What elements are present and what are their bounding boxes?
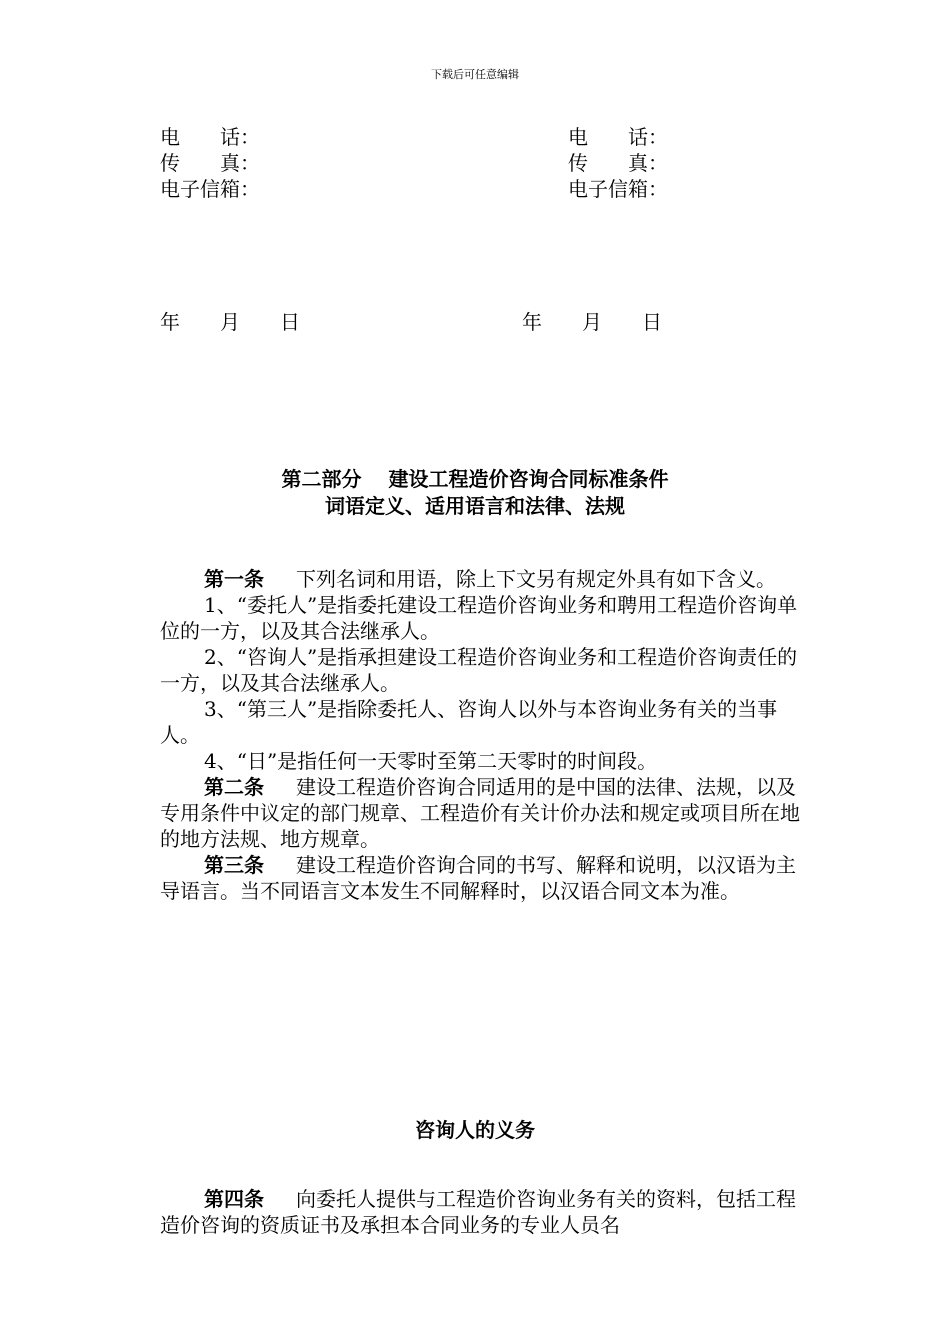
part-title: 第二部分 建设工程造价咨询合同标准条件 <box>281 467 669 491</box>
article-label: 第三条 <box>204 853 264 877</box>
article-label: 第一条 <box>204 567 264 591</box>
definition-item-4: 4、“日”是指任何一天零时至第二天零时的时间段。 <box>204 749 658 773</box>
contact-block-right <box>568 124 668 202</box>
article-text: 向委托人提供与工程造价咨询业务有关的资料，包括工程造价咨询的资质证书及承担本合同业务的专业人员名 <box>160 1187 796 1237</box>
article-label: 第四条 <box>204 1187 264 1211</box>
date-left: 年 月 日 <box>160 310 300 334</box>
article-1 <box>160 566 800 592</box>
email-label: 电子信箱： <box>568 177 668 201</box>
definition-item-3: 3、“第三人”是指除委托人、咨询人以外与本咨询业务有关的当事人。 <box>160 697 778 747</box>
definition-item-1: 1、“委托人”是指委托建设工程造价咨询业务和聘用工程造价咨询单位的一方，以及其合法继承人。 <box>160 593 798 643</box>
fax-label: 传 真： <box>568 151 668 175</box>
obligations-section <box>160 1186 800 1238</box>
date-right: 年 月 日 <box>522 310 662 334</box>
article-3 <box>160 852 800 904</box>
definitions-section <box>160 566 800 904</box>
article-label: 第二条 <box>204 775 264 799</box>
section-subtitle: 词语定义、适用语言和法律、法规 <box>325 494 625 518</box>
article-text: 建设工程造价咨询合同的书写、解释和说明，以汉语为主导语言。当不同语言文本发生不同解释时，以汉语合同文本为准。 <box>160 853 796 903</box>
email-label: 电子信箱： <box>160 177 260 201</box>
article-4 <box>160 1186 800 1238</box>
fax-label: 传 真： <box>160 151 260 175</box>
definition-item-2: 2、“咨询人”是指承担建设工程造价咨询业务和工程造价咨询责任的一方，以及其合法继承人。 <box>160 645 798 695</box>
article-2 <box>160 774 800 852</box>
article-text: 下列名词和用语，除上下文另有规定外具有如下含义。 <box>296 567 776 591</box>
page-header-note: 下载后可任意编辑 <box>431 68 519 81</box>
section-title: 咨询人的义务 <box>415 1118 535 1142</box>
phone-label: 电 话： <box>568 125 668 149</box>
article-text: 建设工程造价咨询合同适用的是中国的法律、法规，以及专用条件中议定的部门规章、工程造价有关计价办法和规定或项目所在地的地方法规、地方规章。 <box>160 775 800 851</box>
contact-block-left <box>160 124 260 202</box>
phone-label: 电 话： <box>160 125 260 149</box>
